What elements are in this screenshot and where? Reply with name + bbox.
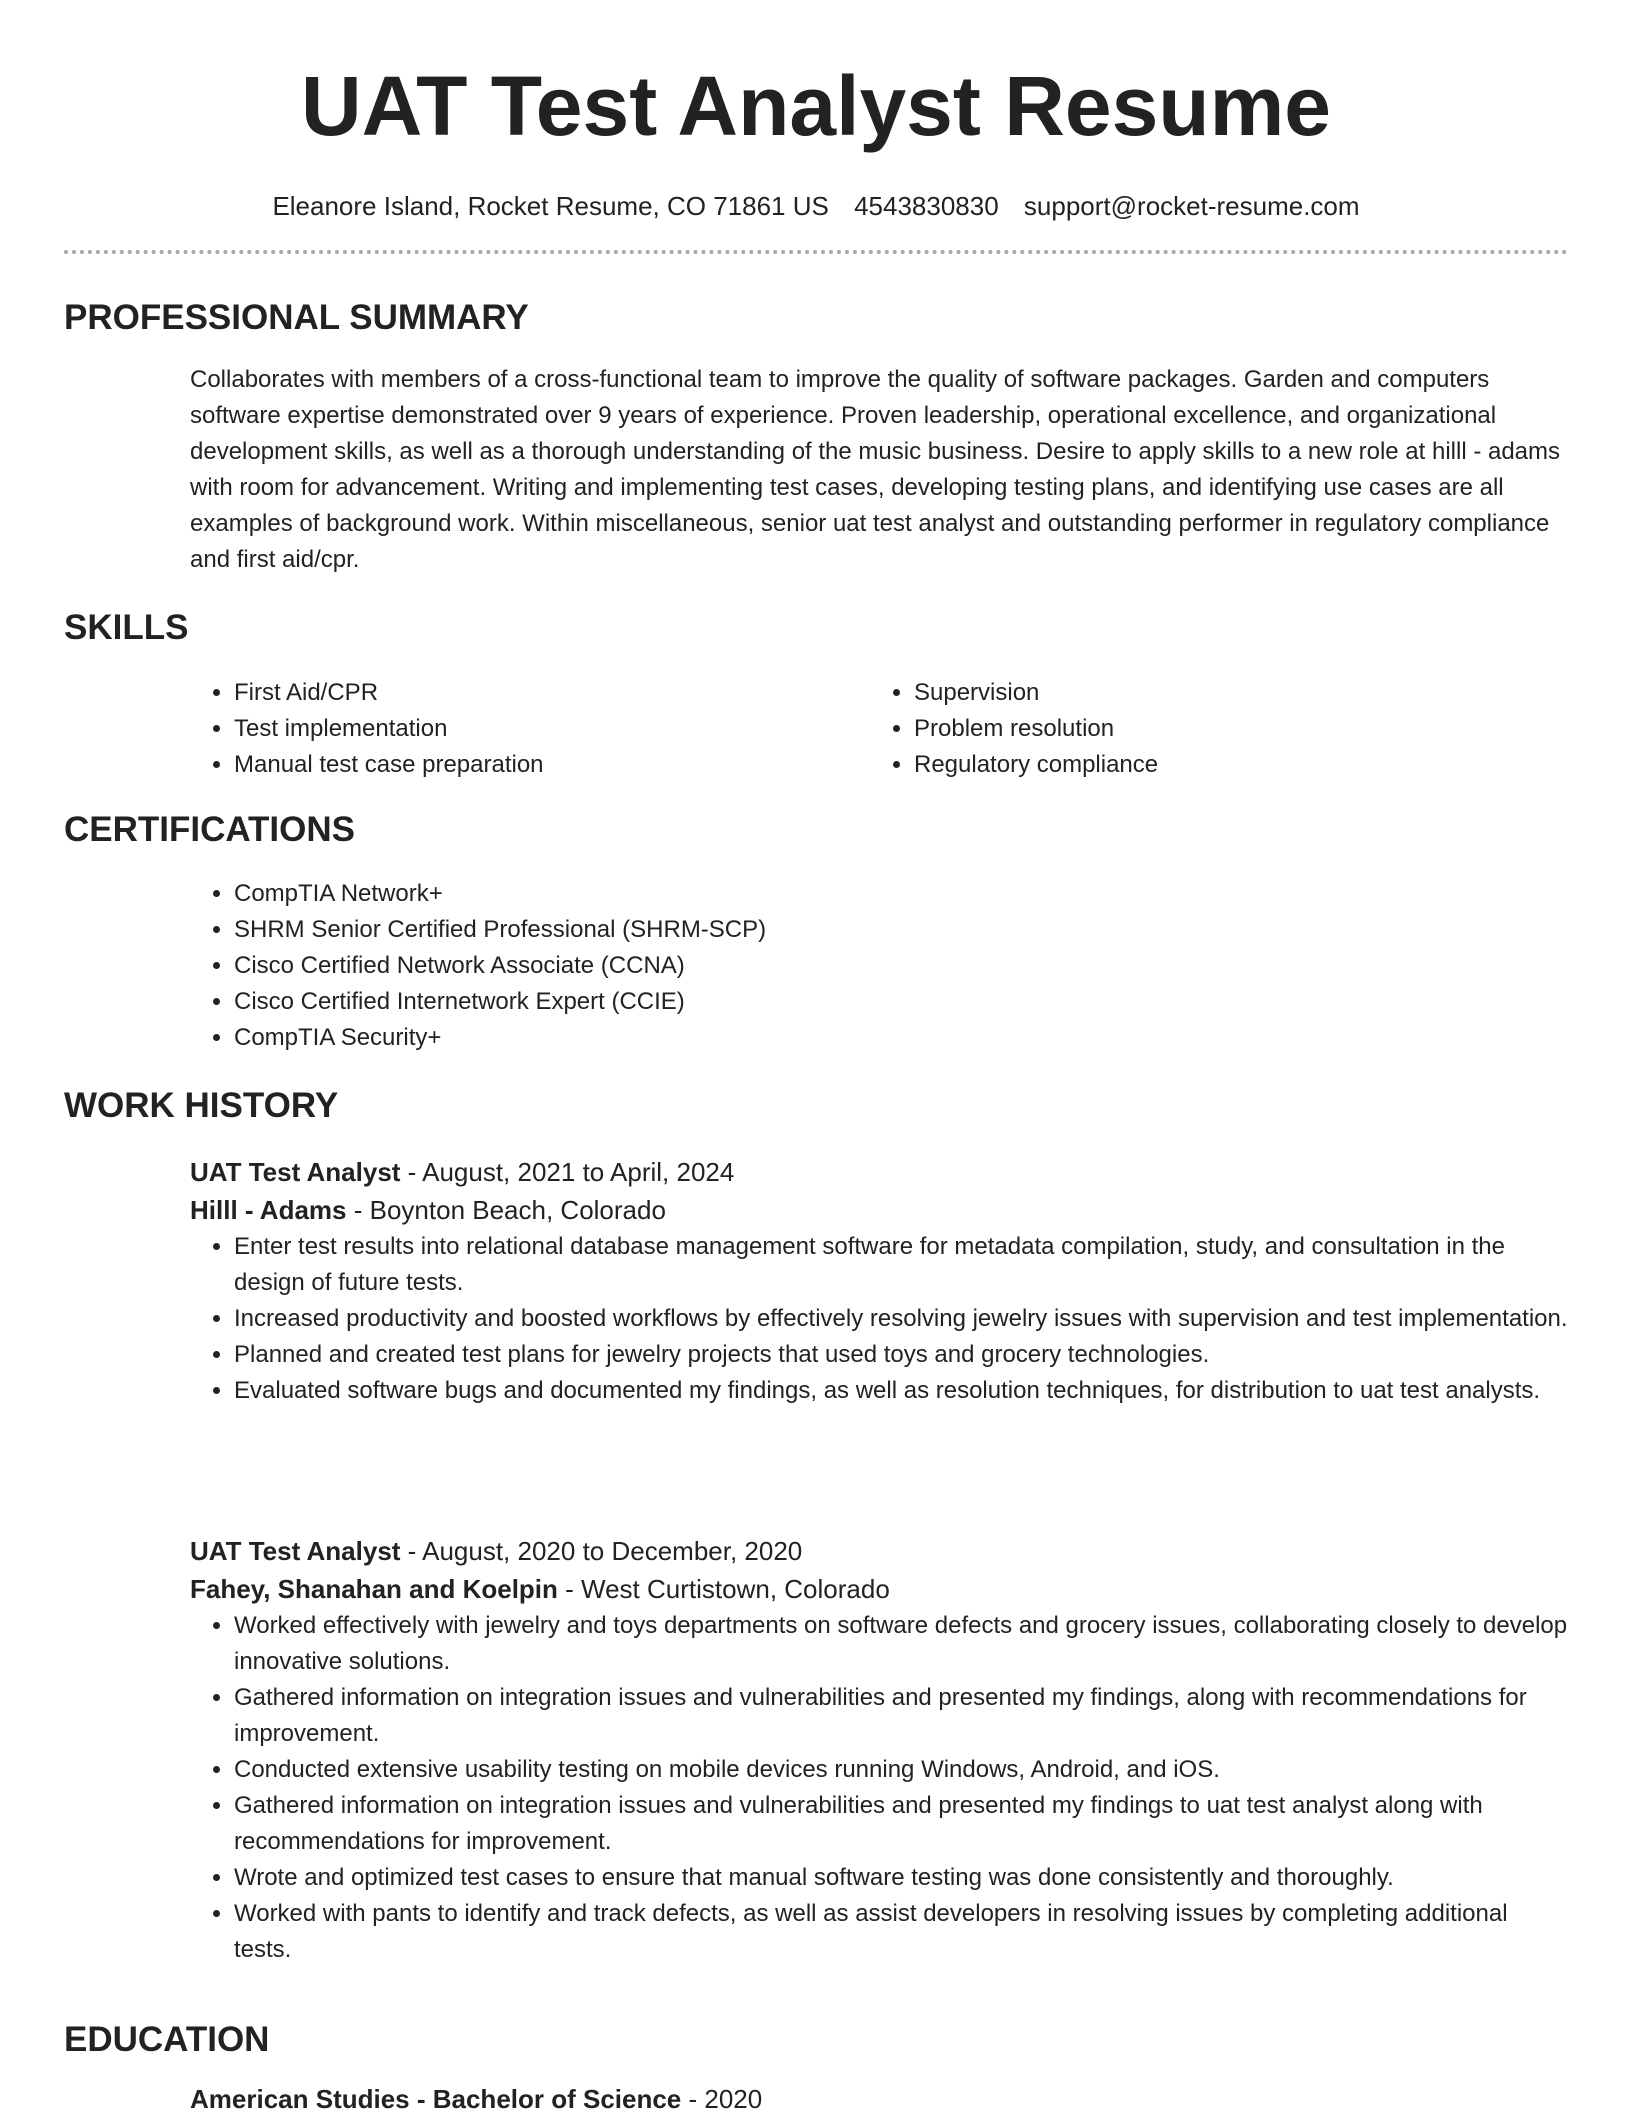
job-entry bbox=[190, 1153, 1568, 1409]
skill-item: • Test implementation bbox=[234, 711, 870, 747]
education-entry bbox=[190, 2080, 1568, 2118]
skill-item: • Manual test case preparation bbox=[234, 747, 870, 783]
job-title-line bbox=[190, 1153, 1568, 1191]
skills-column-left bbox=[190, 675, 870, 783]
job-bullet: • Wrote and optimized test cases to ensure that manual software testing was done consistently and thoroughly. bbox=[234, 1860, 1568, 1896]
company-name: Hilll - Adams bbox=[190, 1195, 347, 1225]
job-bullet: • Planned and created test plans for jewelry projects that used toys and grocery technologies. bbox=[234, 1337, 1568, 1373]
certification-item: • CompTIA Security+ bbox=[234, 1020, 1568, 1056]
job-title: UAT Test Analyst bbox=[190, 1157, 401, 1187]
job-bullet: • Evaluated software bugs and documented my findings, as well as resolution techniques, for distribution to uat test analysts. bbox=[234, 1373, 1568, 1409]
job-bullet: • Enter test results into relational database management software for metadata compilation, study, and consultation in the design of future tests. bbox=[234, 1229, 1568, 1301]
resume-title: UAT Test Analyst Resume bbox=[300, 59, 1332, 153]
certification-item: • Cisco Certified Internetwork Expert (CCIE) bbox=[234, 984, 1568, 1020]
certification-item: • SHRM Senior Certified Professional (SHRM-SCP) bbox=[234, 912, 1568, 948]
skills-heading: SKILLS bbox=[64, 608, 189, 647]
skill-item: • Problem resolution bbox=[914, 711, 1550, 747]
contact-phone: 4543830830 bbox=[854, 191, 999, 221]
job-bullet: • Worked effectively with jewelry and toys departments on software defects and grocery issues, collaborating closely to develop innovative solutions. bbox=[234, 1608, 1568, 1680]
resume-header bbox=[64, 58, 1568, 222]
work-history-heading: WORK HISTORY bbox=[64, 1086, 339, 1125]
skill-item: • Supervision bbox=[914, 675, 1550, 711]
skill-item: • First Aid/CPR bbox=[234, 675, 870, 711]
company-location: - Boynton Beach, Colorado bbox=[346, 1195, 666, 1225]
job-title-line bbox=[190, 1532, 1568, 1570]
company-name: Fahey, Shanahan and Koelpin bbox=[190, 1574, 558, 1604]
education-year: - 2020 bbox=[681, 2084, 763, 2114]
certification-item: • CompTIA Network+ bbox=[234, 876, 1568, 912]
job-bullet: • Worked with pants to identify and track defects, as well as assist developers in resolving issues by completing additional tests. bbox=[234, 1896, 1568, 1968]
job-bullet: • Conducted extensive usability testing on mobile devices running Windows, Android, and iOS. bbox=[234, 1752, 1568, 1788]
contact-line bbox=[64, 190, 1568, 222]
education-heading: EDUCATION bbox=[64, 2020, 270, 2059]
contact-address: Eleanore Island, Rocket Resume, CO 71861 US bbox=[272, 191, 829, 221]
job-entry bbox=[190, 1532, 1568, 1968]
education-degree: American Studies - Bachelor of Science bbox=[190, 2084, 682, 2114]
job-bullet: • Gathered information on integration issues and vulnerabilities and presented my findings to uat test analyst along with recommendations for improvement. bbox=[234, 1788, 1568, 1860]
header-divider bbox=[64, 250, 1568, 254]
education-line bbox=[190, 2080, 1568, 2118]
company-line bbox=[190, 1191, 1568, 1229]
company-location: - West Curtistown, Colorado bbox=[557, 1574, 890, 1604]
job-dates: - August, 2021 to April, 2024 bbox=[400, 1157, 735, 1187]
skills-list bbox=[190, 675, 1568, 783]
skills-column-right bbox=[870, 675, 1550, 783]
job-title: UAT Test Analyst bbox=[190, 1536, 401, 1566]
certifications-heading: CERTIFICATIONS bbox=[64, 810, 356, 849]
contact-email: support@rocket-resume.com bbox=[1023, 191, 1360, 221]
company-line bbox=[190, 1570, 1568, 1608]
summary-section bbox=[190, 362, 1568, 578]
certifications-list bbox=[190, 876, 1568, 1056]
summary-heading: PROFESSIONAL SUMMARY bbox=[64, 298, 529, 337]
job-bullet: • Increased productivity and boosted workflows by effectively resolving jewelry issues with supervision and test implementation. bbox=[234, 1301, 1568, 1337]
summary-text: Collaborates with members of a cross-functional team to improve the quality of software packages. Garden and computers software expertise demonstrated over 9 years of experience. Proven leadership, operational excellence, and organizational development skills, as well as a thorough understanding of the music business. Desire to apply skills to a new role at hilll - adams with room for advancement. Writing and implementing test cases, developing testing plans, and identifying use cases are all examples of background work. Within miscellaneous, senior uat test analyst and outstanding performer in regulatory compliance and first aid/cpr. bbox=[190, 366, 1561, 573]
job-bullets bbox=[190, 1608, 1568, 1968]
job-bullets bbox=[190, 1229, 1568, 1409]
job-bullet: • Gathered information on integration issues and vulnerabilities and presented my findings, along with recommendations for improvement. bbox=[234, 1680, 1568, 1752]
skill-item: • Regulatory compliance bbox=[914, 747, 1550, 783]
certification-item: • Cisco Certified Network Associate (CCNA) bbox=[234, 948, 1568, 984]
job-dates: - August, 2020 to December, 2020 bbox=[400, 1536, 803, 1566]
